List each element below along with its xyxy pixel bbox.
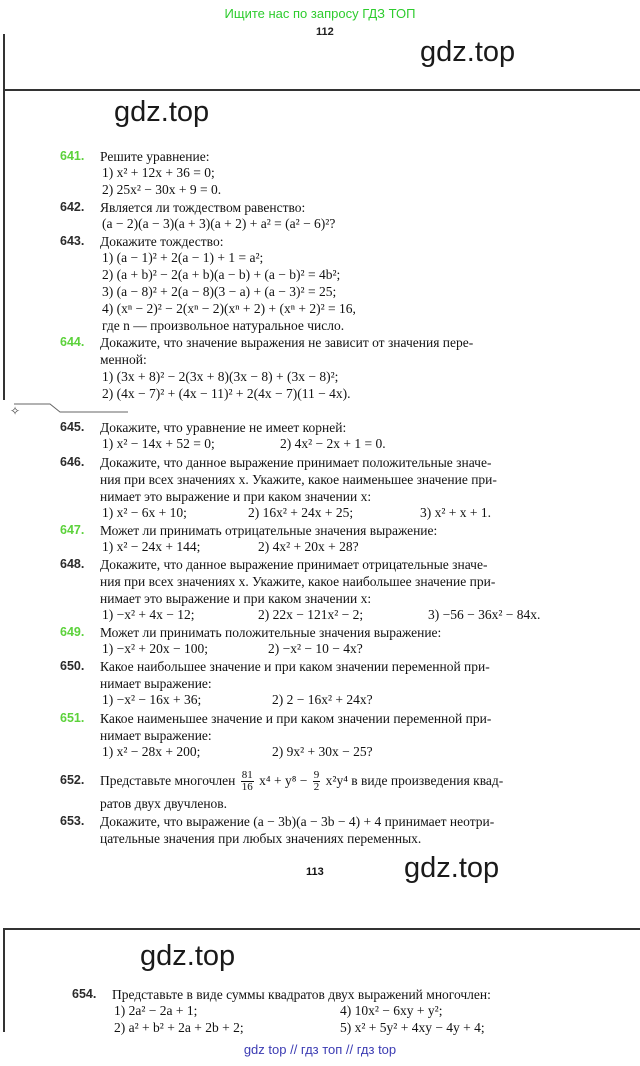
problem-text: Докажите, что выражение (a − 3b)(a − 3b − 4) + 4 принимает неотри- — [100, 814, 495, 829]
problem-text — [100, 764, 503, 798]
problem-item: 1) −x² − 16x + 36; — [102, 692, 202, 707]
problem-item: 2) 4x² + 20x + 28? — [258, 539, 359, 554]
problem-number: 650. — [60, 659, 85, 673]
problem-number: 645. — [60, 420, 85, 434]
problem-item: 1) x² − 28x + 200; — [102, 744, 201, 759]
problem-number: 647. — [60, 523, 85, 537]
problem-item: 2) 16x² + 24x + 25; — [248, 505, 354, 520]
problem-item: 4) 10x² − 6xy + y²; — [340, 1003, 443, 1018]
problem-text: ния при всех значениях x. Укажите, какое наименьшее значение при- — [100, 472, 497, 487]
problem-item: 1) x² − 24x + 144; — [102, 539, 201, 554]
problem-text: Докажите, что данное выражение принимает отрицательные значе- — [100, 557, 488, 572]
text-fragment: x²y⁴ в виде произведения квад- — [325, 773, 504, 788]
problem-text: нимает выражение: — [100, 676, 212, 691]
problem-item: 1) x² − 14x + 52 = 0; — [102, 436, 215, 451]
watermark: gdz.top — [114, 96, 210, 128]
problem-number: 644. — [60, 335, 85, 349]
fraction — [313, 770, 321, 793]
problem-text: Какое наименьшее значение и при каком значении переменной при- — [100, 711, 492, 726]
page-number-top: 112 — [316, 26, 334, 38]
problem-item: 2) 2 − 16x² + 24x? — [272, 692, 373, 707]
watermark: gdz.top — [420, 36, 516, 68]
problem-text: Докажите, что данное выражение принимает положительные значе- — [100, 455, 492, 470]
text-fragment: x⁴ + y⁸ − — [259, 773, 308, 788]
problem-item: 1) (3x + 8)² − 2(3x + 8)(3x − 8) + (3x − 8)²; — [102, 369, 339, 384]
denominator: 16 — [241, 781, 253, 794]
problem-item: 3) (a − 8)² + 2(a − 8)(3 − a) + (a − 3)² = 25; — [102, 284, 337, 299]
frame-left-line — [3, 34, 5, 90]
frame-left-line-3 — [3, 928, 5, 1032]
problem-text: ратов двух двучленов. — [100, 796, 228, 811]
frame-bottom-line — [3, 928, 640, 930]
watermark: gdz.top — [140, 940, 236, 972]
problem-text: Докажите, что уравнение не имеет корней: — [100, 420, 347, 435]
problem-item: 4) (xⁿ − 2)² − 2(xⁿ − 2)(xⁿ + 2) + (xⁿ + 2)² = 16, — [102, 301, 356, 316]
problem-number: 649. — [60, 625, 85, 639]
problem-item: 2) 9x² + 30x − 25? — [272, 744, 373, 759]
problem-text: менной: — [100, 352, 147, 367]
problem-text: Докажите тождество: — [100, 234, 224, 249]
problem-number: 643. — [60, 234, 85, 248]
problem-text: нимает выражение: — [100, 728, 212, 743]
problem-number: 642. — [60, 200, 85, 214]
problem-item: где n — произвольное натуральное число. — [102, 318, 345, 333]
problem-item: 5) x² + 5y² + 4xy − 4y + 4; — [340, 1020, 485, 1035]
problem-text: нимает это выражение и при каком значении x: — [100, 489, 372, 504]
problem-item: (a − 2)(a − 3)(a + 3)(a + 2) + a² = (a² − 6)²? — [102, 216, 336, 231]
problem-text: Может ли принимать положительные значения выражение: — [100, 625, 442, 640]
problem-item: 1) 2a² − 2a + 1; — [114, 1003, 198, 1018]
fraction — [241, 770, 254, 793]
problem-item: 2) a² + b² + 2a + 2b + 2; — [114, 1020, 244, 1035]
numerator: 9 — [313, 769, 320, 782]
problem-text: Решите уравнение: — [100, 149, 210, 164]
problem-item: 2) 22x − 121x² − 2; — [258, 607, 364, 622]
problem-item: 1) −x² + 20x − 100; — [102, 641, 209, 656]
problem-number: 654. — [72, 987, 97, 1001]
problem-text: Докажите, что значение выражения не зависит от значения пере- — [100, 335, 474, 350]
problem-item: 2) 25x² − 30x + 9 = 0. — [102, 182, 222, 197]
problem-number: 648. — [60, 557, 85, 571]
search-banner: Ищите нас по запросу ГДЗ ТОП — [224, 6, 416, 21]
problem-item: 3) −56 − 36x² − 84x. — [428, 607, 541, 622]
problem-item: 1) x² + 12x + 36 = 0; — [102, 165, 215, 180]
frame-left-line-2 — [3, 90, 5, 400]
problem-number: 641. — [60, 149, 85, 163]
frame-top-line — [3, 89, 640, 91]
problem-number: 653. — [60, 814, 85, 828]
watermark: gdz.top — [404, 852, 500, 884]
problem-item: 2) (4x − 7)² + (4x − 11)² + 2(4x − 7)(11 − 4x). — [102, 386, 351, 401]
problem-number: 646. — [60, 455, 85, 469]
problem-text: ния при всех значениях x. Укажите, какое наибольшее значение при- — [100, 574, 496, 589]
problem-text: Представьте в виде суммы квадратов двух выражений многочлен: — [112, 987, 491, 1002]
footer-links[interactable]: gdz top // гдз топ // гдз top — [243, 1042, 397, 1057]
numerator: 81 — [241, 769, 253, 782]
problem-item: 2) −x² − 10 − 4x? — [268, 641, 363, 656]
problem-item: 1) (a − 1)² + 2(a − 1) + 1 = a²; — [102, 250, 264, 265]
problem-item: 1) x² − 6x + 10; — [102, 505, 187, 520]
problem-text: нимает это выражение и при каком значении x: — [100, 591, 372, 606]
problem-text: цательные значения при любых значениях переменных. — [100, 831, 422, 846]
problem-item: 1) −x² + 4x − 12; — [102, 607, 195, 622]
problem-item: 2) 4x² − 2x + 1 = 0. — [280, 436, 386, 451]
page-number: 113 — [306, 866, 324, 878]
denominator: 2 — [313, 781, 320, 794]
problem-text: Какое наибольшее значение и при каком значении переменной при- — [100, 659, 490, 674]
problem-text: Может ли принимать отрицательные значения выражение: — [100, 523, 438, 538]
problem-number: 651. — [60, 711, 85, 725]
text-fragment: Представьте многочлен — [100, 773, 236, 788]
sparkle-icon: ✧ — [10, 404, 21, 418]
problem-item: 3) x² + x + 1. — [420, 505, 492, 520]
problem-item: 2) (a + b)² − 2(a + b)(a − b) + (a − b)² = 4b²; — [102, 267, 341, 282]
problem-number: 652. — [60, 773, 85, 787]
problem-text: Является ли тождеством равенство: — [100, 200, 306, 215]
